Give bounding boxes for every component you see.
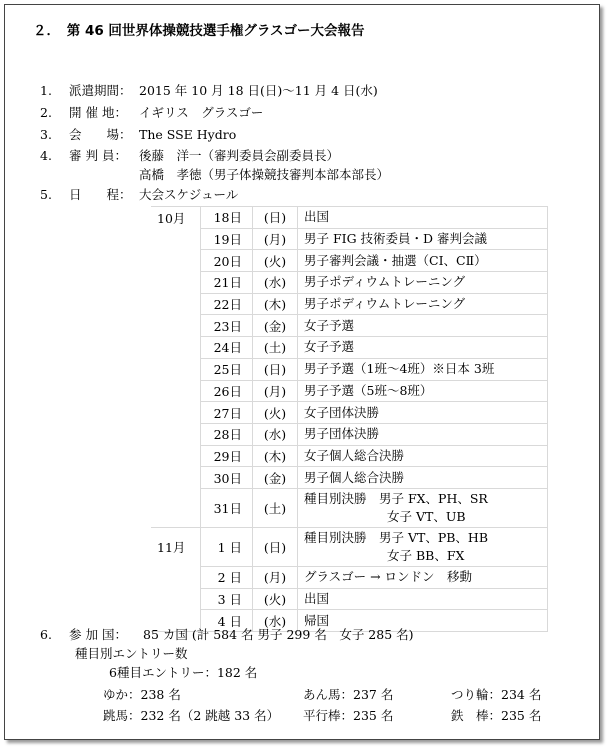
entry-heading: 種目別エントリー数 xyxy=(75,646,188,661)
schedule-event xyxy=(298,445,548,467)
schedule-day: 26日 xyxy=(201,380,253,402)
schedule-month xyxy=(151,315,201,337)
schedule-event xyxy=(298,527,548,566)
schedule-event-text: 帰国 xyxy=(304,612,330,628)
schedule-row xyxy=(151,423,548,445)
schedule-month xyxy=(151,488,201,527)
schedule-event-text: 女子個人総合決勝 xyxy=(304,447,405,463)
schedule-month xyxy=(151,293,201,315)
schedule-row xyxy=(151,207,548,229)
item-value: イギリス グラスゴー xyxy=(139,105,264,120)
schedule-day: 20日 xyxy=(201,250,253,272)
schedule-month xyxy=(151,588,201,610)
schedule-event xyxy=(298,337,548,359)
schedule-event xyxy=(298,358,548,380)
entry-vault: 跳馬：232 名（2 跳越 33 名） xyxy=(103,708,280,723)
schedule-event-text: 男子ポディウムトレーニング xyxy=(304,296,466,312)
schedule-row xyxy=(151,402,548,424)
item-label: 日 程： xyxy=(69,187,132,202)
schedule-day: 30日 xyxy=(201,467,253,489)
schedule-table xyxy=(151,206,548,632)
item-num: 6. xyxy=(40,627,52,642)
schedule-weekday: (火) xyxy=(253,402,298,424)
schedule-row xyxy=(151,380,548,402)
item-value: 高橋 孝徳（男子体操競技審判本部本部長） xyxy=(139,167,390,182)
schedule-row xyxy=(151,445,548,467)
schedule-event-text: 種目別決勝 男子 FX、PH、SR xyxy=(304,490,488,506)
schedule-day: 24日 xyxy=(201,337,253,359)
item-label: 会 場： xyxy=(69,127,132,142)
schedule-event-text: 女子予選 xyxy=(304,317,355,333)
schedule-day: 1 日 xyxy=(201,527,253,566)
item-label: 派遣期間： xyxy=(69,83,132,98)
schedule-weekday: (水) xyxy=(253,272,298,294)
schedule-row xyxy=(151,337,548,359)
schedule-month xyxy=(151,467,201,489)
schedule-event-text: 男子審判会議・抽選（CⅠ、CⅡ） xyxy=(304,252,487,268)
schedule-event xyxy=(298,380,548,402)
schedule-event-text: 出国 xyxy=(304,209,330,225)
item-value: 2015 年 10 月 18 日(日)〜11 月 4 日(水) xyxy=(139,83,378,98)
schedule-weekday: (火) xyxy=(253,588,298,610)
schedule-day: 18日 xyxy=(201,207,253,229)
schedule-event xyxy=(298,228,548,250)
schedule-month: 10月 xyxy=(151,207,201,229)
schedule-row xyxy=(151,358,548,380)
schedule-event xyxy=(298,293,548,315)
schedule-weekday: (金) xyxy=(253,315,298,337)
schedule-event xyxy=(298,250,548,272)
schedule-month xyxy=(151,566,201,588)
schedule-event xyxy=(298,467,548,489)
schedule-event-text: 男子 FIG 技術委員・D 審判会議 xyxy=(304,231,488,247)
schedule-day: 25日 xyxy=(201,358,253,380)
schedule-event xyxy=(298,588,548,610)
schedule-day: 19日 xyxy=(201,228,253,250)
schedule-weekday: (火) xyxy=(253,250,298,272)
schedule-day: 28日 xyxy=(201,423,253,445)
schedule-row xyxy=(151,467,548,489)
schedule-event-text-line2: 女子 BB、FX xyxy=(387,547,465,563)
document-page xyxy=(4,4,600,740)
schedule-day: 23日 xyxy=(201,315,253,337)
schedule-weekday: (水) xyxy=(253,423,298,445)
schedule-day: 29日 xyxy=(201,445,253,467)
entry-rings: つり輪：234 名 xyxy=(451,687,542,702)
schedule-month xyxy=(151,402,201,424)
item-label: 開 催 地： xyxy=(69,105,127,120)
schedule-weekday: (日) xyxy=(253,207,298,229)
schedule-day: 31日 xyxy=(201,488,253,527)
schedule-month xyxy=(151,423,201,445)
schedule-weekday: (土) xyxy=(253,337,298,359)
entry-pommel-horse: あん馬：237 名 xyxy=(303,687,394,702)
schedule-weekday: (水) xyxy=(253,610,298,632)
schedule-event-text: 種目別決勝 男子 VT、PB、HB xyxy=(304,529,489,545)
schedule-weekday: (日) xyxy=(253,358,298,380)
schedule-event xyxy=(298,488,548,527)
item-num: 3. xyxy=(40,127,52,142)
schedule-event-text-line2: 女子 VT、UB xyxy=(387,508,466,524)
schedule-weekday: (土) xyxy=(253,488,298,527)
schedule-weekday: (木) xyxy=(253,293,298,315)
schedule-event-text: 男子ポディウムトレーニング xyxy=(304,274,466,290)
schedule-month xyxy=(151,358,201,380)
item-value: 大会スケジュール xyxy=(139,187,239,202)
item-num: 2. xyxy=(40,105,52,120)
schedule-weekday: (月) xyxy=(253,566,298,588)
schedule-event xyxy=(298,402,548,424)
schedule-event-text: 女子予選 xyxy=(304,339,355,355)
schedule-event xyxy=(298,423,548,445)
six-event-entry: 6種目エントリー：182 名 xyxy=(109,665,258,680)
schedule-event xyxy=(298,315,548,337)
item-value: The SSE Hydro xyxy=(139,127,237,142)
section-title: ２． 第 46 回世界体操競技選手権グラスゴー大会報告 xyxy=(33,23,365,39)
schedule-day: 4 日 xyxy=(201,610,253,632)
participants-value: 85 カ国 (計 584 名 男子 299 名 女子 285 名) xyxy=(143,627,414,642)
schedule-event-text: 男子予選（1班〜4班）※日本 3班 xyxy=(304,361,495,377)
entry-horizontal-bar: 鉄 棒：235 名 xyxy=(451,708,542,723)
schedule-weekday: (月) xyxy=(253,380,298,402)
schedule-event-text: 女子団体決勝 xyxy=(304,404,380,420)
schedule-row xyxy=(151,250,548,272)
schedule-weekday: (日) xyxy=(253,527,298,566)
schedule-day: 2 日 xyxy=(201,566,253,588)
item-label: 審 判 員： xyxy=(69,148,127,163)
schedule-weekday: (月) xyxy=(253,228,298,250)
entry-parallel-bars: 平行棒：235 名 xyxy=(303,708,394,723)
schedule-row xyxy=(151,272,548,294)
schedule-month xyxy=(151,337,201,359)
schedule-event-text: 出国 xyxy=(304,590,330,606)
schedule-row xyxy=(151,228,548,250)
schedule-event xyxy=(298,272,548,294)
item-num: 5. xyxy=(40,187,52,202)
entry-floor: ゆか：238 名 xyxy=(103,687,181,702)
schedule-weekday: (金) xyxy=(253,467,298,489)
schedule-month xyxy=(151,272,201,294)
schedule-event xyxy=(298,207,548,229)
schedule-event-text: 男子団体決勝 xyxy=(304,426,380,442)
schedule-month xyxy=(151,445,201,467)
schedule-month xyxy=(151,250,201,272)
schedule-row xyxy=(151,293,548,315)
item-num: 4. xyxy=(40,148,52,163)
schedule-row xyxy=(151,488,548,527)
schedule-event xyxy=(298,566,548,588)
schedule-month xyxy=(151,228,201,250)
item-num: 1. xyxy=(40,83,52,98)
schedule-day: 22日 xyxy=(201,293,253,315)
schedule-event-text: グラスゴー → ロンドン 移動 xyxy=(304,569,473,585)
schedule-row xyxy=(151,566,548,588)
participants-label: 参 加 国： xyxy=(69,627,127,642)
item-value: 後藤 洋一（審判委員会副委員長） xyxy=(139,148,340,163)
schedule-row xyxy=(151,315,548,337)
schedule-row xyxy=(151,588,548,610)
schedule-month: 11月 xyxy=(151,527,201,566)
schedule-row xyxy=(151,527,548,566)
schedule-weekday: (木) xyxy=(253,445,298,467)
schedule-event-text: 男子予選（5班〜8班） xyxy=(304,382,433,398)
schedule-month xyxy=(151,380,201,402)
schedule-day: 21日 xyxy=(201,272,253,294)
schedule-day: 3 日 xyxy=(201,588,253,610)
schedule-day: 27日 xyxy=(201,402,253,424)
schedule-event-text: 男子個人総合決勝 xyxy=(304,469,405,485)
